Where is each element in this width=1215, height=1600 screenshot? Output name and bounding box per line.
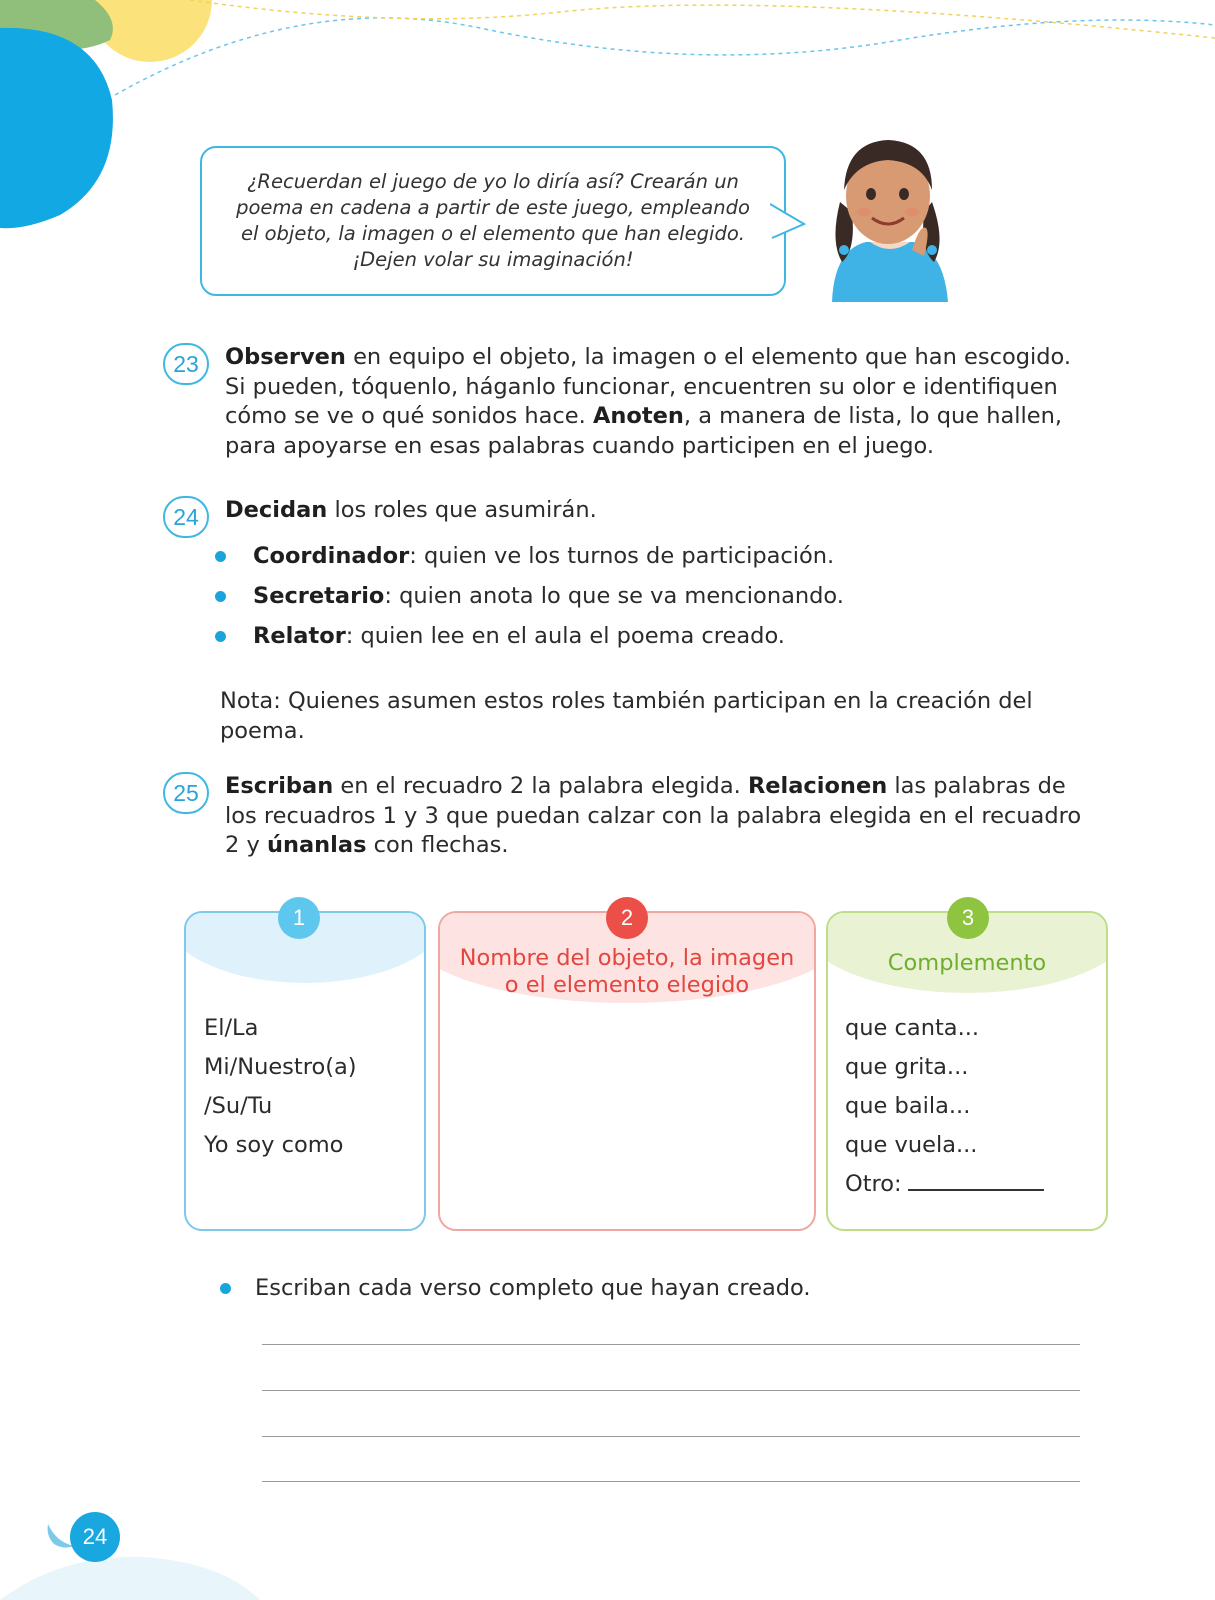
activity-text-part: , a manera de lista, lo que hallen, para apoyarse en esas palabras cuando participen en el juego. (225, 403, 1063, 459)
role-item (215, 585, 844, 625)
activity-25-text (225, 772, 1095, 861)
writing-line[interactable] (262, 1390, 1080, 1391)
roles-note: Nota: Quienes asumen estos roles también participan en la creación del poema. (220, 688, 1033, 744)
bullet-dot-icon (220, 1283, 231, 1294)
list-item: Mi/Nuestro(a) (204, 1054, 357, 1080)
role-desc: : quien lee en el aula el poema creado. (345, 623, 785, 649)
activity-text-part: las palabras de los recuadros 1 y 3 que puedan calzar con la palabra elegida en el recuadro 2 y (225, 773, 1082, 858)
bubble-line: ¿Recuerdan el juego de yo lo diría así? Crearán un (247, 170, 739, 193)
girl-illustration (826, 132, 956, 302)
bubble-line: ¡Dejen volar su imaginación! (352, 248, 634, 271)
final-instruction-text: Escriban cada verso completo que hayan creado. (255, 1275, 811, 1301)
activity-verb: Escriban (225, 773, 334, 799)
activity-verb: Observen (225, 344, 346, 370)
activity-text-part: en equipo el objeto, la imagen o el elemento que han escogido. Si pueden, tóquenlo, háganlo funcionar, encuentren su olor e identifiquen cómo se ve o qué sonidos hace. (225, 344, 1072, 429)
box-number-circle: 2 (606, 897, 648, 939)
roles-list (215, 545, 844, 665)
box-2-title (438, 945, 816, 999)
activity-text-part: los roles que asumirán. (327, 497, 597, 523)
list-item: Yo soy como (204, 1132, 344, 1158)
activity-number-badge: 24 (163, 496, 209, 538)
activity-verb: Relacionen (747, 773, 888, 799)
page-number: 24 (70, 1512, 120, 1562)
box-number-circle: 1 (278, 897, 320, 939)
bubble-line: poema en cadena a partir de este juego, empleando (236, 196, 750, 219)
activity-24-text (225, 496, 1095, 526)
bubble-tail (770, 196, 810, 246)
box-number-circle: 3 (947, 897, 989, 939)
role-desc: : quien ve los turnos de participación. (409, 543, 835, 569)
list-item: que baila... (845, 1093, 971, 1119)
writing-line[interactable] (262, 1481, 1080, 1482)
bullet-dot-icon (215, 591, 226, 602)
box-1-word-list (204, 1015, 357, 1171)
box-3-word-list (845, 1015, 1044, 1210)
activity-verb: únanlas (266, 832, 367, 858)
activity-number-badge: 25 (163, 772, 209, 814)
list-item: que vuela... (845, 1132, 978, 1158)
box-3-title: Complemento (887, 950, 1047, 976)
role-item (215, 545, 844, 585)
other-blank-field[interactable] (908, 1173, 1044, 1191)
bullet-dot-icon (215, 551, 226, 562)
box-2-title-line: o el elemento elegido (504, 972, 750, 998)
other-item (845, 1171, 1044, 1210)
bottom-decorative-shape (0, 1555, 300, 1600)
role-item (215, 625, 844, 665)
box-2-title-line: Nombre del objeto, la imagen (459, 945, 795, 971)
activity-verb: Decidan (225, 497, 328, 523)
final-instruction (220, 1275, 811, 1301)
list-item: /Su/Tu (204, 1093, 273, 1119)
activity-number-badge: 23 (163, 343, 209, 385)
writing-line[interactable] (262, 1344, 1080, 1345)
activity-23-text (225, 343, 1095, 461)
list-item: que canta... (845, 1015, 980, 1041)
role-desc: : quien anota lo que se va mencionando. (384, 583, 844, 609)
list-item: que grita... (845, 1054, 969, 1080)
activity-text-part: con flechas. (366, 832, 509, 858)
bullet-dot-icon (215, 631, 226, 642)
activity-text-part: en el recuadro 2 la palabra elegida. (333, 773, 748, 799)
role-name: Secretario (253, 583, 385, 609)
role-name: Relator (253, 623, 346, 649)
activity-verb: Anoten (592, 403, 684, 429)
role-name: Coordinador (253, 543, 410, 569)
list-item: El/La (204, 1015, 259, 1041)
bubble-line: el objeto, la imagen o el elemento que han elegido. (241, 222, 745, 245)
writing-line[interactable] (262, 1436, 1080, 1437)
speech-bubble (200, 146, 786, 296)
other-label: Otro: (845, 1171, 902, 1197)
